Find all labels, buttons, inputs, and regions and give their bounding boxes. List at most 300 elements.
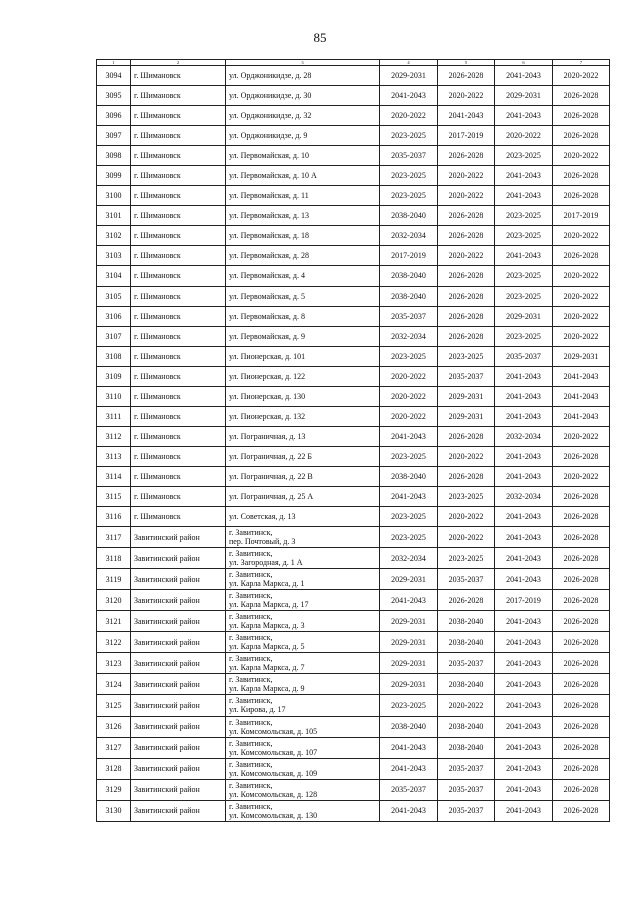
period-cell: 2020-2022 [553,466,610,486]
period-cell: 2038-2040 [380,716,438,737]
row-number-cell: 3114 [97,466,131,486]
municipality-cell: г. Шимановск [131,186,226,206]
municipality-cell: Завитинский район [131,590,226,611]
period-cell: 2035-2037 [380,779,438,800]
address-street: ул. Карла Маркса, д. 17 [229,600,309,610]
table-row [97,632,610,653]
municipality-cell: г. Шимановск [131,306,226,326]
municipality-cell: г. Шимановск [131,486,226,506]
period-cell: 2038-2040 [380,206,438,226]
row-number-cell: 3123 [97,653,131,674]
address-cell: ул. Пограничная, д. 22 В [226,466,380,486]
period-cell: 2041-2043 [495,674,553,695]
row-number-cell: 3122 [97,632,131,653]
period-cell: 2020-2022 [553,326,610,346]
municipality-cell: г. Шимановск [131,446,226,466]
period-cell: 2026-2028 [438,286,495,306]
period-cell: 2038-2040 [438,611,495,632]
period-cell: 2041-2043 [495,507,553,527]
address-cell: ул. Орджоникидзе, д. 32 [226,106,380,126]
period-cell: 2038-2040 [380,466,438,486]
address-city: г. Завитинск, [229,654,273,664]
table-row [97,106,610,126]
period-cell: 2032-2034 [380,226,438,246]
period-cell: 2032-2034 [495,486,553,506]
period-cell: 2026-2028 [553,590,610,611]
period-cell: 2041-2043 [553,406,610,426]
address-street: ул. Карла Маркса, д. 7 [229,663,305,673]
municipality-cell: Завитинский район [131,674,226,695]
municipality-cell: г. Шимановск [131,366,226,386]
row-number-cell: 3113 [97,446,131,466]
page-number: 85 [313,30,327,45]
municipality-cell: г. Шимановск [131,226,226,246]
table-row [97,507,610,527]
table-row [97,695,610,716]
row-number-cell: 3106 [97,306,131,326]
table-row [97,779,610,800]
table-row [97,306,610,326]
address-city: г. Завитинск, [229,738,273,748]
column-number: 3 [226,60,380,66]
period-cell: 2023-2025 [495,326,553,346]
table-row [97,286,610,306]
period-cell: 2026-2028 [438,466,495,486]
period-cell: 2029-2031 [553,346,610,366]
address-cell: ул. Первомайская, д. 4 [226,266,380,286]
period-cell: 2026-2028 [553,632,610,653]
table-row [97,266,610,286]
address-cell [226,695,380,716]
period-cell: 2023-2025 [438,486,495,506]
column-number: 4 [380,60,438,66]
period-cell: 2041-2043 [495,446,553,466]
table-row [97,146,610,166]
municipality-cell: Завитинский район [131,779,226,800]
table-row [97,206,610,226]
period-cell: 2023-2025 [495,266,553,286]
period-cell: 2023-2025 [380,695,438,716]
table-row [97,486,610,506]
period-cell: 2017-2019 [553,206,610,226]
address-city: г. Завитинск, [229,612,273,622]
period-cell: 2035-2037 [438,800,495,821]
table-row [97,716,610,737]
column-number: 2 [131,60,226,66]
period-cell: 2023-2025 [495,206,553,226]
address-street: ул. Карла Маркса, д. 9 [229,684,305,694]
address-city: г. Завитинск, [229,591,273,601]
row-number-cell: 3129 [97,779,131,800]
period-cell: 2026-2028 [553,166,610,186]
address-cell: ул. Орджоникидзе, д. 28 [226,66,380,86]
row-number-cell: 3127 [97,737,131,758]
period-cell: 2026-2028 [553,800,610,821]
address-city: г. Завитинск, [229,633,273,643]
table-row [97,426,610,446]
address-cell: ул. Пограничная, д. 25 А [226,486,380,506]
period-cell: 2041-2043 [495,758,553,779]
period-cell: 2029-2031 [380,66,438,86]
address-cell: ул. Первомайская, д. 5 [226,286,380,306]
period-cell: 2029-2031 [380,569,438,590]
table-row [97,800,610,821]
period-cell: 2023-2025 [380,126,438,146]
period-cell: 2041-2043 [553,366,610,386]
period-cell: 2041-2043 [495,695,553,716]
period-cell: 2026-2028 [438,146,495,166]
period-cell: 2023-2025 [380,346,438,366]
address-cell: ул. Пионерская, д. 101 [226,346,380,366]
address-cell: ул. Первомайская, д. 10 А [226,166,380,186]
address-cell: ул. Орджоникидзе, д. 30 [226,86,380,106]
period-cell: 2026-2028 [553,548,610,569]
period-cell: 2020-2022 [553,146,610,166]
period-cell: 2029-2031 [380,611,438,632]
municipality-cell: Завитинский район [131,569,226,590]
address-city: г. Завитинск, [229,528,273,538]
period-cell: 2023-2025 [438,548,495,569]
address-cell: ул. Пионерская, д. 130 [226,386,380,406]
period-cell: 2041-2043 [495,779,553,800]
period-cell: 2026-2028 [438,590,495,611]
column-number: 1 [97,60,131,66]
row-number-cell: 3104 [97,266,131,286]
municipality-cell: г. Шимановск [131,286,226,306]
address-cell: ул. Первомайская, д. 13 [226,206,380,226]
municipality-cell: г. Шимановск [131,507,226,527]
period-cell: 2041-2043 [495,569,553,590]
row-number-cell: 3125 [97,695,131,716]
table-row [97,186,610,206]
period-cell: 2020-2022 [553,226,610,246]
period-cell: 2041-2043 [380,486,438,506]
table-row [97,611,610,632]
address-cell [226,716,380,737]
address-city: г. Завитинск, [229,759,273,769]
municipality-cell: г. Шимановск [131,106,226,126]
row-number-cell: 3130 [97,800,131,821]
municipality-cell: Завитинский район [131,737,226,758]
table-row [97,66,610,86]
period-cell: 2038-2040 [438,737,495,758]
period-cell: 2023-2025 [380,527,438,548]
row-number-cell: 3098 [97,146,131,166]
table-row [97,346,610,366]
address-cell: ул. Первомайская, д. 28 [226,246,380,266]
address-cell: ул. Советская, д. 13 [226,507,380,527]
period-cell: 2041-2043 [495,386,553,406]
period-cell: 2026-2028 [553,446,610,466]
period-cell: 2041-2043 [553,386,610,406]
period-cell: 2020-2022 [438,246,495,266]
period-cell: 2029-2031 [380,653,438,674]
row-number-cell: 3108 [97,346,131,366]
column-number: 7 [553,60,610,66]
period-cell: 2035-2037 [438,653,495,674]
address-street: ул. Комсомольская, д. 107 [229,747,318,757]
row-number-cell: 3107 [97,326,131,346]
address-cell [226,632,380,653]
period-cell: 2041-2043 [495,366,553,386]
row-number-cell: 3094 [97,66,131,86]
period-cell: 2029-2031 [495,306,553,326]
period-cell: 2017-2019 [438,126,495,146]
period-cell: 2032-2034 [380,548,438,569]
municipality-cell: Завитинский район [131,653,226,674]
period-cell: 2023-2025 [380,186,438,206]
row-number-cell: 3121 [97,611,131,632]
municipality-cell: г. Шимановск [131,66,226,86]
table-row [97,653,610,674]
address-cell: ул. Пограничная, д. 22 Б [226,446,380,466]
period-cell: 2026-2028 [438,306,495,326]
address-cell [226,674,380,695]
period-cell: 2020-2022 [438,166,495,186]
period-cell: 2026-2028 [553,779,610,800]
period-cell: 2041-2043 [495,737,553,758]
municipality-cell: Завитинский район [131,716,226,737]
table-row [97,527,610,548]
table-row [97,126,610,146]
period-cell: 2041-2043 [495,186,553,206]
column-number: 5 [438,60,495,66]
row-number-cell: 3110 [97,386,131,406]
period-cell: 2029-2031 [438,406,495,426]
period-cell: 2026-2028 [553,737,610,758]
address-cell [226,758,380,779]
address-cell [226,569,380,590]
address-cell: ул. Пионерская, д. 122 [226,366,380,386]
period-cell: 2026-2028 [553,126,610,146]
row-number-cell: 3117 [97,527,131,548]
period-cell: 2026-2028 [553,758,610,779]
municipality-cell: г. Шимановск [131,346,226,366]
period-cell: 2035-2037 [438,569,495,590]
row-number-cell: 3128 [97,758,131,779]
period-cell: 2035-2037 [380,146,438,166]
address-street: ул. Комсомольская, д. 105 [229,726,318,736]
period-cell: 2041-2043 [495,716,553,737]
table-body [97,66,610,822]
address-city: г. Завитинск, [229,675,273,685]
period-cell: 2041-2043 [438,106,495,126]
municipality-cell: г. Шимановск [131,406,226,426]
municipality-cell: Завитинский район [131,632,226,653]
municipality-cell: г. Шимановск [131,326,226,346]
address-street: ул. Карла Маркса, д. 1 [229,579,305,589]
period-cell: 2020-2022 [438,86,495,106]
period-cell: 2026-2028 [438,206,495,226]
municipality-cell: Завитинский район [131,611,226,632]
period-cell: 2035-2037 [380,306,438,326]
municipality-cell: Завитинский район [131,527,226,548]
period-cell: 2026-2028 [438,326,495,346]
period-cell: 2020-2022 [380,386,438,406]
period-cell: 2041-2043 [495,106,553,126]
row-number-cell: 3103 [97,246,131,266]
row-number-cell: 3105 [97,286,131,306]
table-row [97,326,610,346]
period-cell: 2017-2019 [495,590,553,611]
period-cell: 2041-2043 [495,466,553,486]
table-row [97,246,610,266]
period-cell: 2029-2031 [380,632,438,653]
row-number-cell: 3096 [97,106,131,126]
period-cell: 2020-2022 [438,507,495,527]
table-row [97,548,610,569]
period-cell: 2041-2043 [495,406,553,426]
period-cell: 2038-2040 [380,266,438,286]
period-cell: 2041-2043 [495,166,553,186]
table-row [97,366,610,386]
period-cell: 2020-2022 [553,66,610,86]
period-cell: 2017-2019 [380,246,438,266]
period-cell: 2041-2043 [495,66,553,86]
address-cell: ул. Первомайская, д. 9 [226,326,380,346]
period-cell: 2020-2022 [553,286,610,306]
period-cell: 2023-2025 [380,507,438,527]
row-number-cell: 3095 [97,86,131,106]
period-cell: 2041-2043 [495,246,553,266]
address-street: ул. Кирова, д. 17 [229,705,286,715]
period-cell: 2041-2043 [495,611,553,632]
row-number-cell: 3124 [97,674,131,695]
period-cell: 2026-2028 [553,86,610,106]
row-number-cell: 3116 [97,507,131,527]
row-number-cell: 3109 [97,366,131,386]
period-cell: 2038-2040 [438,674,495,695]
period-cell: 2041-2043 [380,426,438,446]
municipality-cell: г. Шимановск [131,126,226,146]
period-cell: 2038-2040 [380,286,438,306]
row-number-cell: 3120 [97,590,131,611]
municipality-cell: г. Шимановск [131,206,226,226]
address-city: г. Завитинск, [229,696,273,706]
period-cell: 2029-2031 [380,674,438,695]
table-row [97,86,610,106]
address-cell: ул. Первомайская, д. 18 [226,226,380,246]
column-number: 6 [495,60,553,66]
period-cell: 2029-2031 [495,86,553,106]
period-cell: 2020-2022 [553,426,610,446]
period-cell: 2041-2043 [495,800,553,821]
row-number-cell: 3118 [97,548,131,569]
row-number-cell: 3112 [97,426,131,446]
address-cell [226,527,380,548]
table-row [97,737,610,758]
address-city: г. Завитинск, [229,780,273,790]
address-cell [226,590,380,611]
municipality-cell: г. Шимановск [131,146,226,166]
period-cell: 2026-2028 [438,266,495,286]
table-row [97,446,610,466]
address-cell: ул. Первомайская, д. 8 [226,306,380,326]
municipality-cell: г. Шимановск [131,166,226,186]
address-city: г. Завитинск, [229,570,273,580]
address-cell [226,737,380,758]
period-cell: 2041-2043 [380,737,438,758]
row-number-cell: 3097 [97,126,131,146]
period-cell: 2026-2028 [438,226,495,246]
period-cell: 2041-2043 [380,86,438,106]
period-cell: 2038-2040 [438,716,495,737]
municipality-cell: г. Шимановск [131,426,226,446]
address-street: ул. Комсомольская, д. 128 [229,789,318,799]
period-cell: 2029-2031 [438,386,495,406]
period-cell: 2020-2022 [438,446,495,466]
table-row [97,466,610,486]
row-number-cell: 3111 [97,406,131,426]
period-cell: 2026-2028 [553,507,610,527]
address-cell: ул. Пионерская, д. 132 [226,406,380,426]
table-row [97,226,610,246]
row-number-cell: 3115 [97,486,131,506]
period-cell: 2032-2034 [495,426,553,446]
period-cell: 2035-2037 [438,366,495,386]
row-number-cell: 3101 [97,206,131,226]
row-number-cell: 3126 [97,716,131,737]
period-cell: 2023-2025 [495,286,553,306]
address-cell [226,800,380,821]
municipality-cell: Завитинский район [131,758,226,779]
period-cell: 2035-2037 [438,779,495,800]
address-city: г. Завитинск, [229,717,273,727]
table-row [97,758,610,779]
period-cell: 2041-2043 [380,758,438,779]
period-cell: 2041-2043 [495,653,553,674]
period-cell: 2026-2028 [553,569,610,590]
address-cell: ул. Первомайская, д. 11 [226,186,380,206]
table-row [97,569,610,590]
period-cell: 2026-2028 [553,611,610,632]
period-cell: 2020-2022 [495,126,553,146]
period-cell: 2026-2028 [438,426,495,446]
period-cell: 2023-2025 [380,166,438,186]
period-cell: 2023-2025 [438,346,495,366]
address-cell [226,611,380,632]
municipality-cell: г. Шимановск [131,266,226,286]
period-cell: 2035-2037 [495,346,553,366]
period-cell: 2020-2022 [438,186,495,206]
row-number-cell: 3119 [97,569,131,590]
period-cell: 2026-2028 [553,106,610,126]
registry-table [96,59,610,822]
period-cell: 2023-2025 [380,446,438,466]
period-cell: 2020-2022 [553,266,610,286]
address-cell: ул. Орджоникидзе, д. 9 [226,126,380,146]
period-cell: 2038-2040 [438,632,495,653]
table-row [97,590,610,611]
period-cell: 2020-2022 [380,366,438,386]
period-cell: 2041-2043 [380,590,438,611]
period-cell: 2032-2034 [380,326,438,346]
period-cell: 2026-2028 [553,716,610,737]
period-cell: 2026-2028 [438,66,495,86]
period-cell: 2020-2022 [553,306,610,326]
municipality-cell: Завитинский район [131,800,226,821]
address-street: ул. Комсомольская, д. 109 [229,768,318,778]
address-cell [226,548,380,569]
period-cell: 2026-2028 [553,674,610,695]
period-cell: 2026-2028 [553,527,610,548]
table-row [97,674,610,695]
address-cell: ул. Первомайская, д. 10 [226,146,380,166]
municipality-cell: г. Шимановск [131,466,226,486]
period-cell: 2023-2025 [495,226,553,246]
municipality-cell: г. Шимановск [131,386,226,406]
address-street: ул. Загородная, д. 1 А [229,558,303,568]
